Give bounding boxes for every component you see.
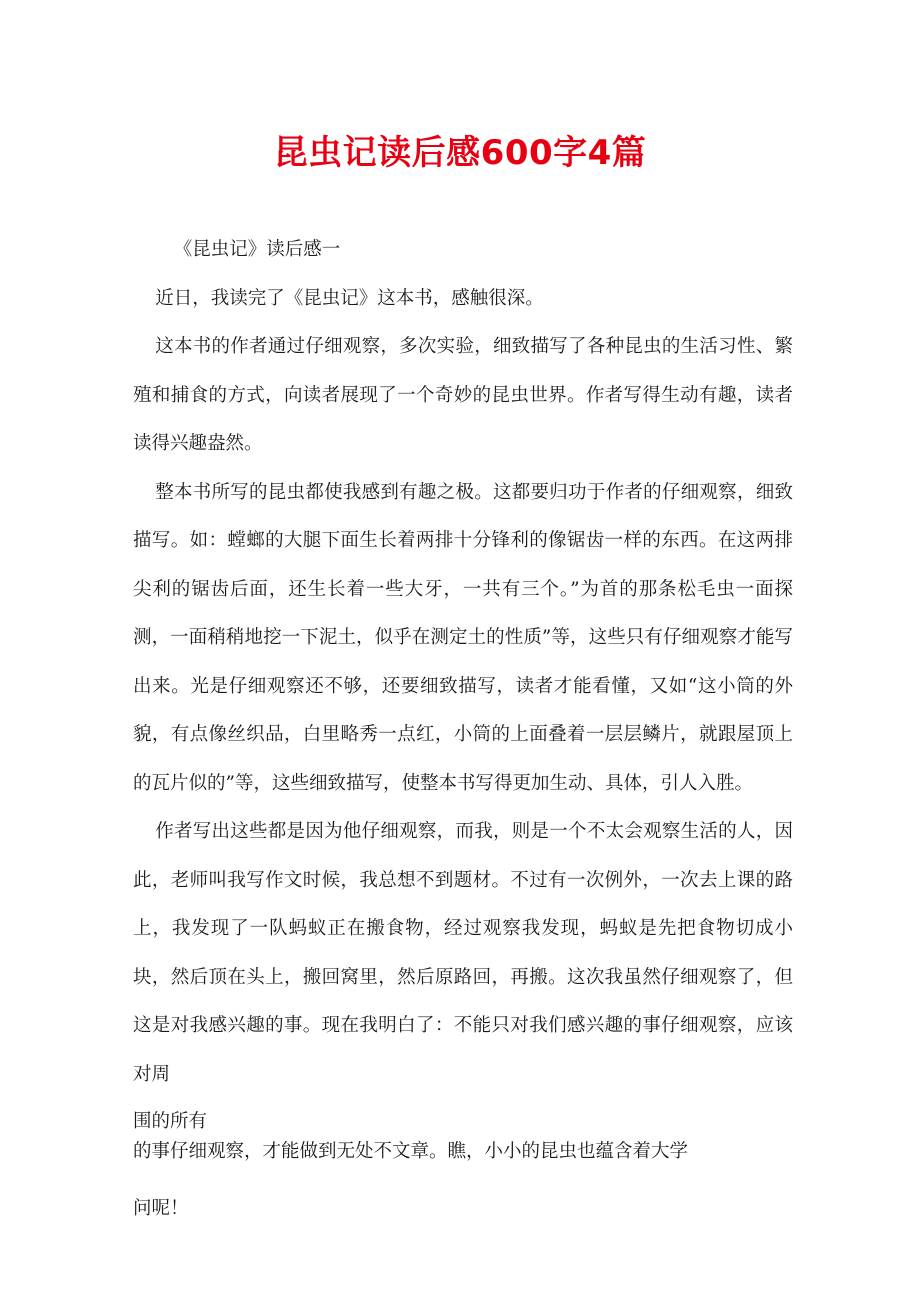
document-body	[133, 226, 793, 1234]
paragraph-2: 这本书的作者通过仔细观察，多次实验，细致描写了各种昆虫的生活习性、繁殖和捕食的方式，向读者展现了一个奇妙的昆虫世界。作者写得生动有趣，读者读得兴趣盎然。	[133, 336, 793, 454]
paragraph-4-tail-2: 的事仔细观察，才能做到无处不文章。瞧，小小的昆虫也蕴含着大学	[133, 1141, 689, 1162]
paragraph-3: 整本书所写的昆虫都使我感到有趣之极。这都要归功于作者的仔细观察，细致描写。如：螳螂的大腿下面生长着两排十分锋利的像锯齿一样的东西。在这两排尖利的锯齿后面，还生长着一些大牙，一共有三个。”为首的那条松毛虫一面探测，一面稍稍地挖一下泥土，似乎在测定土的性质”等，这些只有仔细观察才能写出来。光是仔细观察还不够，还要细致描写，读者才能看懂，又如“这小筒的外貌，有点像丝织品，白里略秀一点红，小筒的上面叠着一层层鳞片，就跟屋顶上的瓦片似的”等，这些细致描写，使整本书写得更加生动、具体，引人入胜。	[133, 481, 793, 794]
document-title: 昆虫记读后感600字4篇	[273, 133, 647, 173]
section-heading: 《昆虫记》读后感一	[173, 239, 341, 260]
paragraph-1: 近日，我读完了《昆虫记》这本书，感触很深。	[155, 287, 544, 309]
paragraph-4-tail-1: 围的所有	[133, 1111, 208, 1132]
paragraph-4-tail-3: 问呢！	[133, 1198, 189, 1219]
paragraph-4: 作者写出这些都是因为他仔细观察，而我，则是一个不太会观察生活的人，因此，老师叫我写作文时候，我总想不到题材。不过有一次例外，一次去上课的路上，我发现了一队蚂蚁正在搬食物，经过观察我发现，蚂蚁是先把食物切成小块，然后顶在头上，搬回窝里，然后原路回，再搬。这次我虽然仔细观察了，但这是对我感兴趣的事。现在我明白了：不能只对我们感兴趣的事仔细观察，应该对周	[133, 821, 793, 1085]
